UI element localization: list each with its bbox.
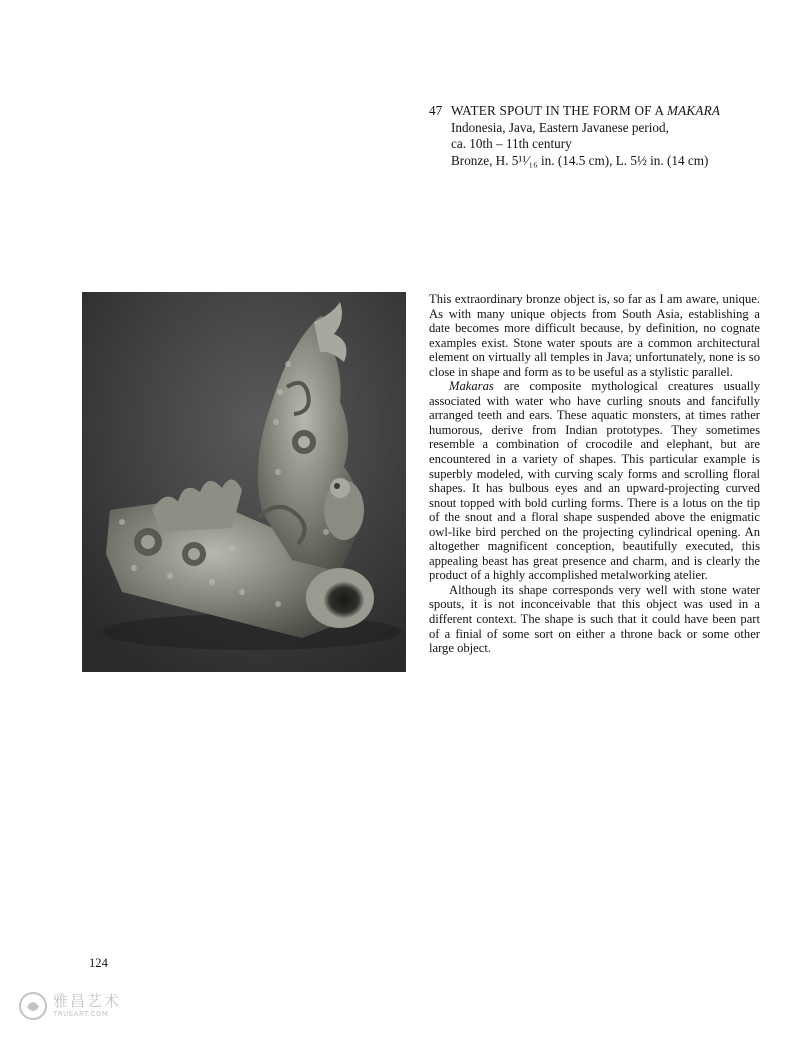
- paragraph-3-text: Although its shape corresponds very well with stone water spouts, it is not inconceivable that this object was used in a different context. The shape is such that it could have been part of a finial of some sort on either a throne back or some other large object.: [429, 582, 760, 656]
- figure-date: ca. 10th – 11th century: [451, 136, 572, 152]
- figure-title-prefix: WATER SPOUT IN THE FORM OF A: [451, 103, 667, 118]
- figure-title: [451, 103, 769, 120]
- watermark-name: 雅昌艺术: [53, 992, 122, 1010]
- watermark-text: [53, 993, 121, 1019]
- essay-text: [429, 292, 760, 656]
- trueart-logo-icon: [18, 991, 48, 1021]
- figure-number: 47: [429, 103, 443, 118]
- watermark-url: TRUEART.COM: [53, 1010, 109, 1018]
- paragraph-3: [429, 583, 760, 656]
- paragraph-2-text: are composite mythological creatures usually associated with water who have curling snouts and fancifully arranged teeth and ears. These aquatic monsters, at times rather humorous, derive from Indian prototypes. They sometimes resemble a combination of crocodile and elephant, but are encountered in a variety of shapes. This particular example is superbly modeled, with curving scaly forms and scrolling floral shapes. It has bulbous eyes and an upward-projecting curved snout topped with bold curling forms. There is a lotus on the tip of the snout and a floral shape suspended above the enigmatic owl-like bird perched on the projecting cylindrical opening. An altogether magnificent conception, beautifully executed, this appealing beast has great presence and charm, and is clearly the product of a highly accomplished metalworking atelier.: [429, 379, 760, 583]
- paragraph-2: [429, 379, 760, 583]
- makara-photo-graphic: [82, 292, 406, 672]
- paragraph-2-lead: Makaras: [449, 379, 494, 394]
- caption-lines: [451, 103, 769, 169]
- watermark: [18, 991, 121, 1021]
- figure-caption: [429, 103, 769, 169]
- makara-water-spout-photo: [82, 292, 406, 672]
- figure-dimensions: Bronze, H. 5¹¹⁄₁₆ in. (14.5 cm), L. 5½ in. (14 cm): [451, 152, 709, 168]
- paragraph-1: [429, 292, 760, 379]
- paragraph-1-text: This extraordinary bronze object is, so far as I am aware, unique. As with many unique objects from South Asia, establishing a date becomes more difficult because, by definition, no cognate examples exist. Stone water spouts are a common architectural element on virtually all temples in Java; unfortunately, none is so close in shape and form as to be useful as a stylistic parallel.: [429, 292, 760, 379]
- caption-row: [429, 103, 769, 169]
- figure-title-italic: MAKARA: [666, 103, 721, 118]
- figure-origin: Indonesia, Java, Eastern Javanese period,: [451, 119, 669, 135]
- page-number: 124: [89, 956, 108, 970]
